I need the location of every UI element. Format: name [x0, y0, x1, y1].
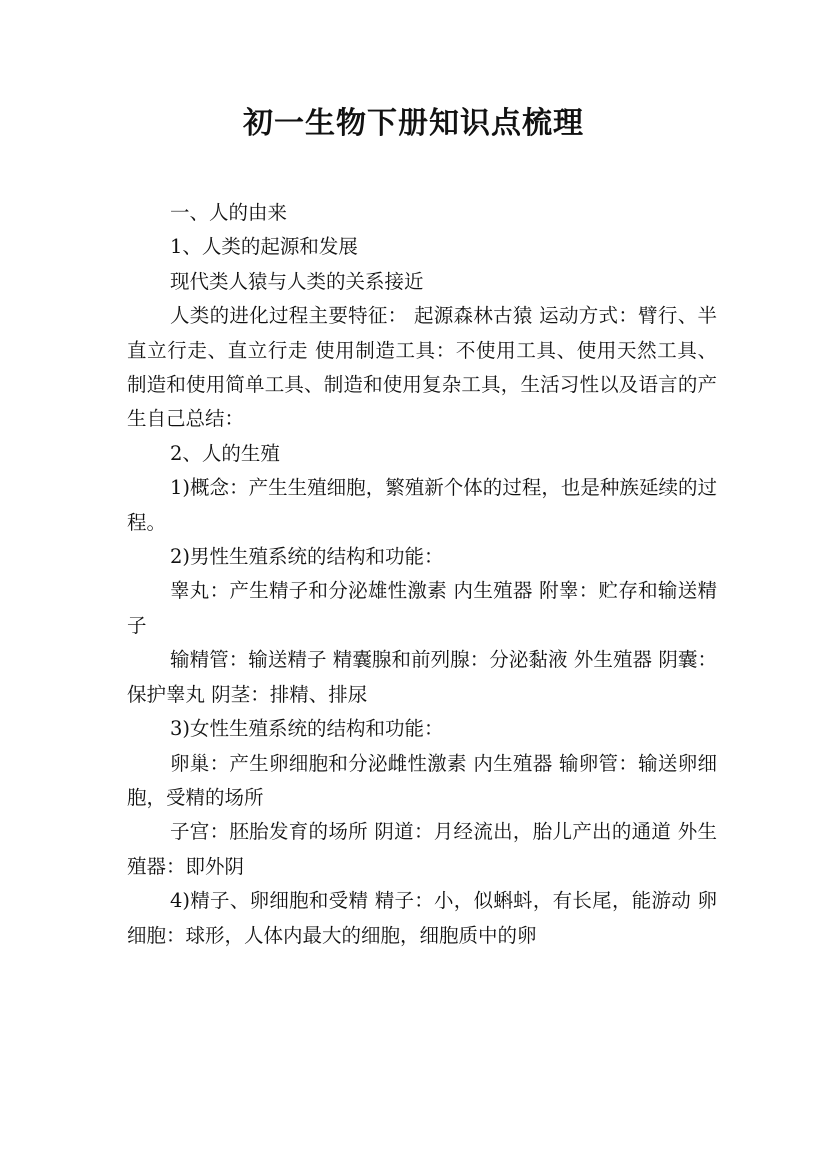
paragraph-apes-relation: 现代类人猿与人类的关系接近: [170, 269, 424, 293]
subsection-heading-reproduction: 2、人的生殖: [170, 441, 280, 465]
paragraph-female-uterus: 子宫：胚胎发育的场所 阴道：月经流出，胎儿产出的通道 外生殖器：即外阴: [127, 820, 717, 878]
paragraph-reproduction-concept: 1)概念：产生生殖细胞，繁殖新个体的过程，也是种族延续的过程。: [127, 476, 717, 534]
paragraph-male-ducts: 输精管：输送精子 精囊腺和前列腺：分泌黏液 外生殖器 阴囊：保护睾丸 阴茎：排精、排尿: [127, 648, 717, 706]
paragraph-male-system-heading: 2)男性生殖系统的结构和功能：: [170, 545, 444, 569]
paragraph-evolution-features: 人类的进化过程主要特征： 起源森林古猿 运动方式：臂行、半直立行走、直立行走 使用制造工具：不使用工具、使用天然工具、制造和使用简单工具、制造和使用复杂工具，生活习性以及语言的产生自己总结：: [127, 304, 717, 431]
document-title: 初一生物下册知识点梳理: [243, 106, 584, 141]
paragraph-sperm-egg: 4)精子、卵细胞和受精 精子：小，似蝌蚪，有长尾，能游动 卵细胞：球形，人体内最大的细胞，细胞质中的卵: [127, 889, 717, 947]
document-body: [127, 196, 717, 953]
paragraph-female-ovary: 卵巢：产生卵细胞和分泌雌性激素 内生殖器 输卵管：输送卵细胞，受精的场所: [127, 751, 717, 809]
subsection-heading-origin-development: 1、人类的起源和发展: [170, 235, 358, 259]
paragraph-male-testis: 睾丸：产生精子和分泌雄性激素 内生殖器 附睾：贮存和输送精子: [127, 579, 717, 637]
section-heading-human-origin: 一、人的由来: [170, 201, 288, 224]
paragraph-female-system-heading: 3)女性生殖系统的结构和功能：: [170, 717, 444, 741]
